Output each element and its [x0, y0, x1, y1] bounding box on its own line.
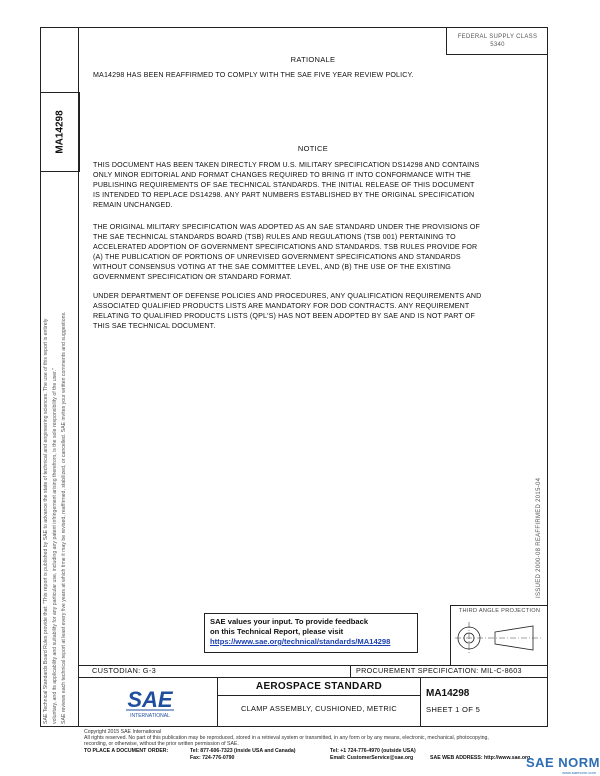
watermark-text: SAE NORM [525, 755, 600, 770]
title-cell [218, 677, 421, 727]
logo-cell [78, 677, 218, 727]
doc-number: MA14298 [426, 688, 470, 699]
text-line: REMAIN UNCHANGED. [93, 200, 173, 209]
order-label: TO PLACE A DOCUMENT ORDER: [84, 748, 169, 754]
part-name: CLAMP ASSEMBLY, CUSHIONED, METRIC [240, 704, 398, 713]
email: Email: CustomerService@sae.org [330, 755, 414, 761]
text-line: THIS SAE TECHNICAL DOCUMENT. [93, 321, 216, 330]
text-line: THE SAE TECHNICAL STANDARDS BOARD (TSB) RULES AND REGULATIONS (TSB 001) PERTAINING TO [93, 232, 456, 241]
divider-line [218, 695, 421, 696]
margin-text-2: voluntary, and its applicability and suitability for any particular use, including any patent infringement arising therefrom, is the sole responsibility of the user." [52, 368, 58, 724]
doc-number-side-box [40, 92, 80, 172]
feedback-link[interactable]: https://www.sae.org/technical/standards/MA14298 [210, 637, 391, 646]
sheet-number: SHEET 1 OF 5 [426, 705, 481, 714]
feedback-box [204, 613, 418, 653]
issue-reaffirm-code: ISSUED 2000-08 REAFFIRMED 2015-04 [536, 477, 542, 598]
notice-heading: NOTICE [297, 144, 329, 153]
watermark-sub: www.saenorm.com [562, 770, 596, 775]
notice-paragraph-1 [93, 161, 513, 211]
text-line: GOVERNMENT SPECIFICATION OR STANDARD FORMAT. [93, 272, 292, 281]
text-line: ASSOCIATED QUALIFIED PRODUCTS LISTS ARE MANDATORY FOR DOD CONTRACTS. ANY REQUIREMENT [93, 301, 470, 310]
federal-supply-class-box [446, 27, 548, 55]
text-line: ACCELERATED ADOPTION OF GOVERNMENT SPECIFICATIONS AND STANDARDS. TSB RULES PROVIDE FOR [93, 242, 478, 251]
divider-line [350, 665, 351, 677]
fsc-value: 5340 [490, 42, 505, 48]
tel-us: Tel: 877-606-7323 (inside USA and Canada) [190, 748, 296, 754]
doc-number-cell [421, 677, 548, 727]
rights-line-2: recording, or otherwise, without the prior written permission of SAE. [84, 741, 239, 747]
rationale-heading: RATIONALE [290, 55, 336, 64]
standard-title: AEROSPACE STANDARD [255, 681, 383, 692]
feedback-line-2: on this Technical Report, please visit [210, 627, 344, 636]
procurement-specification: PROCUREMENT SPECIFICATION: MIL-C-8603 [356, 666, 522, 675]
fax: Fax: 724-776-0790 [190, 755, 235, 761]
text-line: (A) THE PUBLICATION OF PORTIONS OF UNREVISED GOVERNMENT SPECIFICATIONS AND STANDARDS [93, 252, 461, 261]
feedback-line-1: SAE values your input. To provide feedback [210, 617, 369, 626]
text-line: UNDER DEPARTMENT OF DEFENSE POLICIES AND PROCEDURES, ANY QUALIFICATION REQUIREMENTS AND [93, 292, 482, 300]
notice-paragraph-2 [93, 223, 513, 282]
margin-text-1: SAE Technical Standards Board Rules provide that: "This report is published by SAE to advance the state of technical and engineering sciences. The use of this report is entirely [43, 318, 49, 724]
margin-text-3: SAE reviews each technical report at least every five years at which time it may be revised, reaffirmed, stabilized, or cancelled. SAE invites your written comments and suggestions. [61, 311, 67, 724]
logo-text: SAE [127, 687, 173, 712]
tel-intl: Tel: +1 724-776-4970 (outside USA) [330, 748, 416, 754]
third-angle-projection-icon [451, 614, 547, 662]
doc-number-vertical: MA14298 [54, 110, 66, 154]
notice-paragraph-3 [93, 292, 513, 332]
text-line: THIS DOCUMENT HAS BEEN TAKEN DIRECTLY FROM U.S. MILITARY SPECIFICATION DS14298 AND CONTAINS [93, 161, 480, 169]
text-line: IS INTENDED TO REPLACE DS14298. ANY PART NUMBERS ESTABLISHED BY THE ORIGINAL SPECIFICATION [93, 190, 475, 199]
rationale-text: MA14298 HAS BEEN REAFFIRMED TO COMPLY WITH THE SAE FIVE YEAR REVIEW POLICY. [93, 71, 414, 79]
projection-box [450, 605, 548, 665]
text-line: WITHOUT CONSENSUS VOTING AT THE SAE COMMITTEE LEVEL, AND (B) THE USE OF THE EXISTING [93, 262, 451, 271]
rights-line-1: All rights reserved. No part of this publication may be reproduced, stored in a retrieval system or transmitted, in any form or by any means, electronic, mechanical, photocopying, [84, 735, 489, 741]
logo-subtext: INTERNATIONAL [130, 713, 170, 719]
text-line: PUBLISHING REQUIREMENTS OF SAE TECHNICAL STANDARDS. THE INITIAL RELEASE OF THIS DOCUMENT [93, 180, 475, 189]
custodian: CUSTODIAN: G-3 [92, 666, 157, 675]
fsc-label: FEDERAL SUPPLY CLASS [457, 34, 538, 40]
text-line: RELATING TO QUALIFIED PRODUCTS LISTS (QPL'S) HAS NOT BEEN ADOPTED BY SAE AND IS NOT PART OF [93, 311, 475, 320]
text-line: THE ORIGINAL MILITARY SPECIFICATION WAS ADOPTED AS AN SAE STANDARD UNDER THE PROVISIONS OF [93, 223, 481, 231]
copyright: Copyright 2015 SAE International [84, 729, 161, 735]
sae-logo [120, 683, 180, 721]
projection-label: THIRD ANGLE PROJECTION [458, 608, 541, 614]
web-address[interactable]: SAE WEB ADDRESS: http://www.sae.org [430, 755, 531, 761]
text-line: ONLY MINOR EDITORIAL AND FORMAT CHANGES REQUIRED TO BRING IT INTO CONFORMANCE WITH THE [93, 170, 471, 179]
